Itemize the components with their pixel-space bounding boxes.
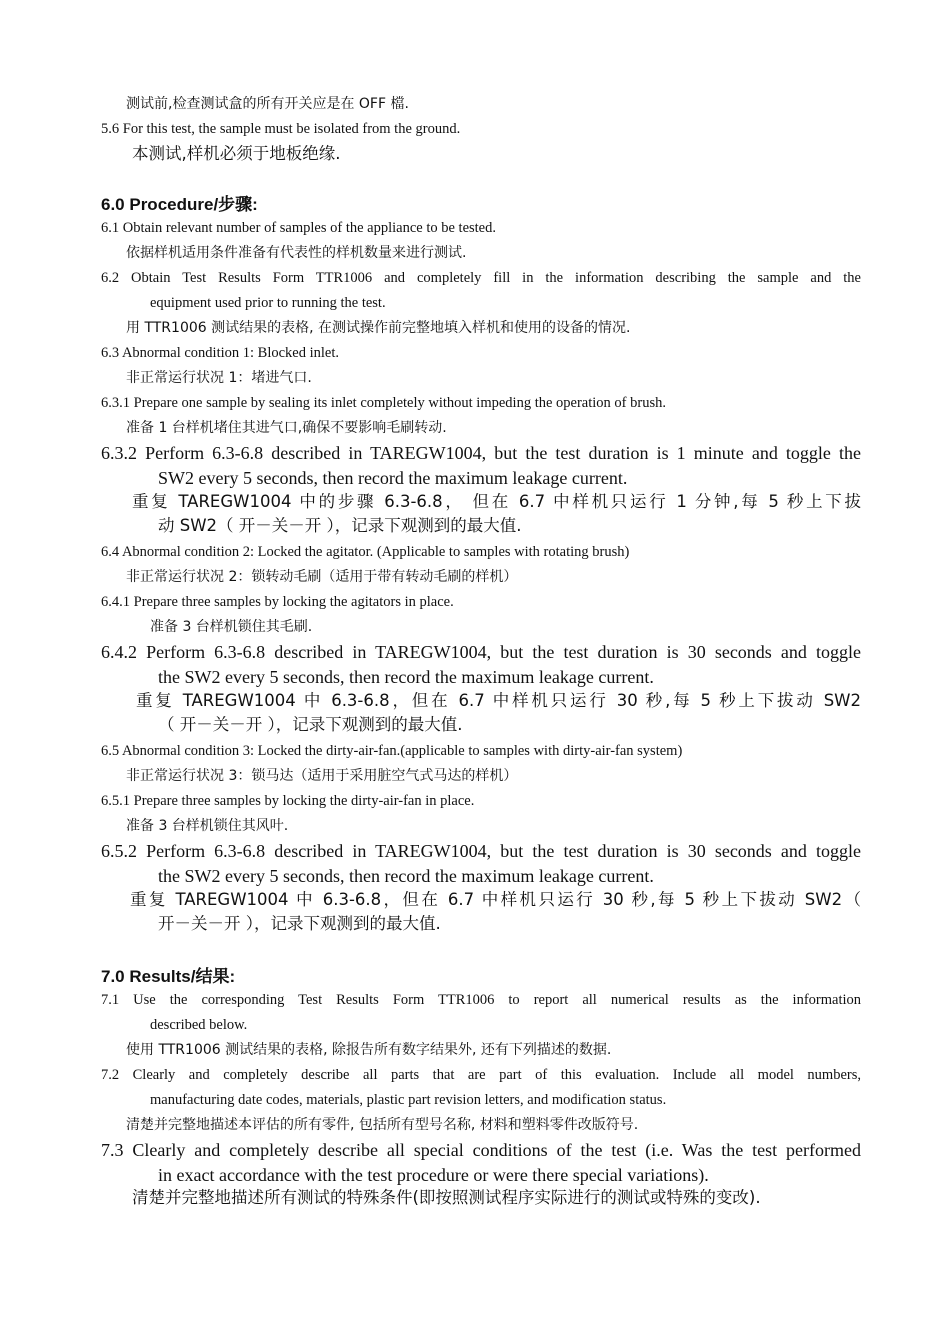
clause-6-4-2: 6.4.2 Perform 6.3-6.8 described in TAREGW1004, but the test duration is 30 seconds and toggle (101, 642, 861, 662)
clause-7-2: 7.2 Clearly and completely describe all parts that are part of this evaluation. Include all model numbers, (101, 1067, 861, 1083)
clause-6-4-2-chinese: 重复 TAREGW1004 中 6.3-6.8，但在 6.7 中样机只运行 30 秒,每 5 秒上下拔动 SW2 (136, 691, 861, 710)
clause-6-4: 6.4 Abnormal condition 2: Locked the agitator. (Applicable to samples with rotating brush) (101, 544, 630, 560)
clause-6-4-chinese: 非正常运行状况 2：锁转动毛刷（适用于带有转动毛刷的样机） (126, 569, 518, 585)
clause-6-1: 6.1 Obtain relevant number of samples of the appliance to be tested. (101, 220, 496, 236)
section-heading-procedure: 6.0 Procedure/步骤: (101, 195, 258, 214)
clause-6-5-2-continued: the SW2 every 5 seconds, then record the maximum leakage current. (158, 866, 654, 886)
clause-6-2: 6.2 Obtain Test Results Form TTR1006 and completely fill in the information describing the sample and the (101, 270, 861, 286)
clause-6-5-2-chinese: 重复 TAREGW1004 中 6.3-6.8，但在 6.7 中样机只运行 30 秒,每 5 秒上下拔动 SW2（ (130, 890, 861, 909)
clause-6-4-1-chinese: 准备 3 台样机锁住其毛刷. (150, 619, 313, 635)
clause-5-6: 5.6 For this test, the sample must be isolated from the ground. (101, 121, 461, 137)
clause-6-2-chinese: 用 TTR1006 测试结果的表格, 在测试操作前完整地填入样机和使用的设备的情况. (126, 320, 631, 336)
clause-7-2-continued: manufacturing date codes, materials, plastic part revision letters, and modification status. (150, 1092, 667, 1108)
clause-7-2-chinese: 清楚并完整地描述本评估的所有零件, 包括所有型号名称, 材料和塑料零件改版符号. (126, 1117, 639, 1133)
clause-6-2-continued: equipment used prior to running the test. (150, 295, 386, 311)
clause-6-1-chinese: 依据样机适用条件准备有代表性的样机数量来进行测试. (126, 245, 467, 261)
clause-7-3-chinese: 清楚并完整地描述所有测试的特殊条件(即按照测试程序实际进行的测试或特殊的变改). (132, 1188, 761, 1207)
clause-6-3: 6.3 Abnormal condition 1: Blocked inlet. (101, 345, 340, 361)
clause-6-5-2-chinese-continued: 开－关－开 ），记录下观测到的最大值. (158, 914, 441, 933)
clause-6-3-2-chinese: 重复 TAREGW1004 中的步骤 6.3-6.8， 但在 6.7 中样机只运行 1 分钟,每 5 秒上下拔 (132, 492, 861, 511)
clause-6-5-chinese: 非正常运行状况 3：锁马达（适用于采用脏空气式马达的样机） (126, 768, 518, 784)
clause-6-5-1-chinese: 准备 3 台样机锁住其风叶. (126, 818, 289, 834)
clause-5-6-chinese: 本测试,样机必须于地板绝缘. (132, 144, 341, 163)
section-heading-results: 7.0 Results/结果: (101, 967, 236, 986)
clause-6-4-2-chinese-continued: （ 开－关－开 ），记录下观测到的最大值. (158, 715, 463, 734)
section-5-5-chinese-note: 测试前,检查测试盒的所有开关应是在 OFF 檔. (126, 96, 409, 112)
clause-6-3-2: 6.3.2 Perform 6.3-6.8 described in TAREGW1004, but the test duration is 1 minute and toggle the (101, 443, 861, 463)
clause-6-5-1: 6.5.1 Prepare three samples by locking the dirty-air-fan in place. (101, 793, 475, 809)
clause-6-3-chinese: 非正常运行状况 1：堵进气口. (126, 370, 312, 386)
clause-6-5-2: 6.5.2 Perform 6.3-6.8 described in TAREGW1004, but the test duration is 30 seconds and toggle (101, 841, 861, 861)
clause-6-5: 6.5 Abnormal condition 3: Locked the dirty-air-fan.(applicable to samples with dirty-air-fan system) (101, 743, 683, 759)
clause-6-3-2-continued: SW2 every 5 seconds, then record the maximum leakage current. (158, 468, 628, 488)
clause-6-4-1: 6.4.1 Prepare three samples by locking the agitators in place. (101, 594, 454, 610)
clause-6-3-2-chinese-continued: 动 SW2（ 开－关－开 ），记录下观测到的最大值. (158, 516, 522, 535)
clause-7-1: 7.1 Use the corresponding Test Results Form TTR1006 to report all numerical results as the information (101, 992, 861, 1008)
clause-7-3-continued: in exact accordance with the test procedure or were there special variations). (158, 1165, 709, 1185)
clause-6-4-2-continued: the SW2 every 5 seconds, then record the maximum leakage current. (158, 667, 654, 687)
clause-7-1-continued: described below. (150, 1017, 248, 1033)
clause-7-1-chinese: 使用 TTR1006 测试结果的表格, 除报告所有数字结果外, 还有下列描述的数据. (126, 1042, 612, 1058)
clause-6-3-1-chinese: 准备 1 台样机堵住其进气口,确保不要影响毛刷转动. (126, 420, 447, 436)
clause-7-3: 7.3 Clearly and completely describe all special conditions of the test (i.e. Was the test performed (101, 1140, 861, 1160)
clause-6-3-1: 6.3.1 Prepare one sample by sealing its inlet completely without impeding the operation of brush. (101, 395, 666, 411)
